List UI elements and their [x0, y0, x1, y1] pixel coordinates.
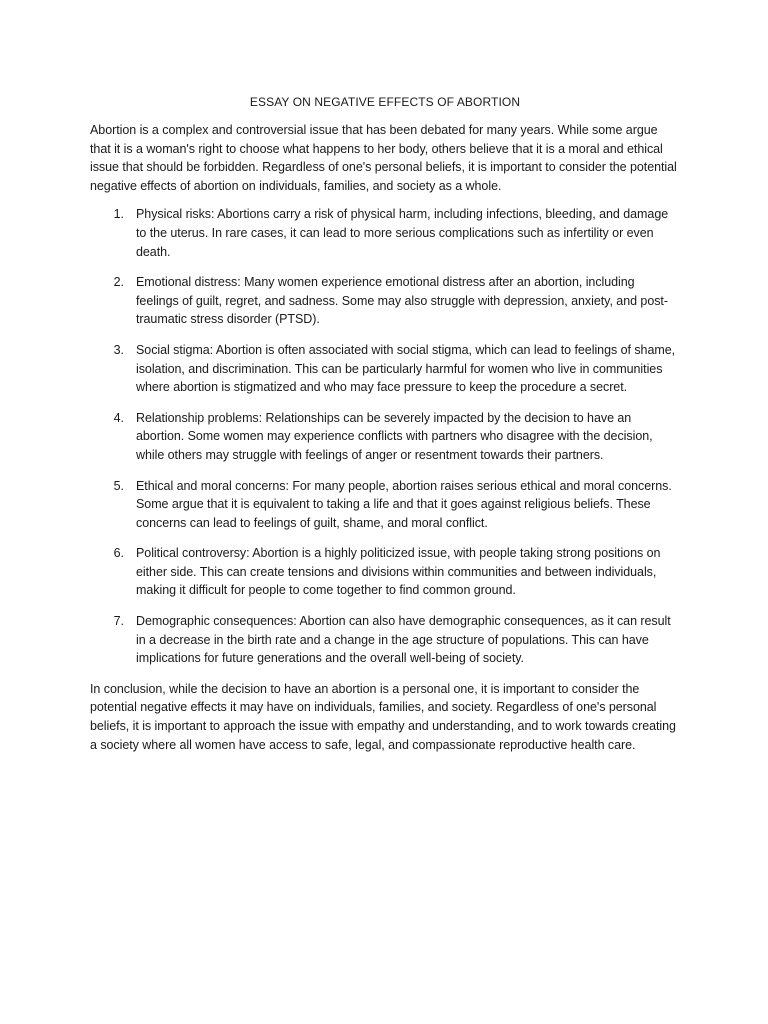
list-item-text: Relationship problems: Relationships can be severely impacted by the decision to have an abortion. Some women may experience conflicts with partners who disagree with the decision, while others may struggle with feelings of anger or resentment towards their partners.	[136, 410, 653, 462]
conclusion-paragraph: In conclusion, while the decision to have an abortion is a personal one, it is important to consider the potential negative effects it may have on individuals, families, and society. Regardless of one's personal beliefs, it is important to approach the issue with empathy and understanding, and to work towards creating a society where all women have access to safe, legal, and compassionate reproductive health care.	[90, 681, 676, 752]
list-item	[90, 341, 680, 397]
list-item-text: Emotional distress: Many women experience emotional distress after an abortion, including feelings of guilt, regret, and sadness. Some may also struggle with depression, anxiety, and post-traumatic stress disorder (PTSD).	[136, 275, 668, 327]
list-item-number: 3.	[113, 342, 124, 357]
list-item-number: 5.	[113, 478, 124, 493]
intro-paragraph: Abortion is a complex and controversial issue that has been debated for many years. While some argue that it is a woman's right to choose what happens to her body, others believe that it is a moral and ethical issue that should be forbidden. Regardless of one's personal beliefs, it is important to consider the potential negative effects of abortion on individuals, families, and society as a whole.	[90, 123, 677, 193]
list-item	[90, 612, 680, 668]
list-item-text: Ethical and moral concerns: For many people, abortion raises serious ethical and moral concerns. Some argue that it is equivalent to taking a life and that it goes against religious beliefs. These concerns can lead to feelings of guilt, shame, and moral conflict.	[136, 478, 672, 530]
effects-list	[90, 205, 680, 667]
document-page	[90, 94, 680, 754]
list-item	[90, 205, 680, 261]
list-item-number: 2.	[113, 275, 124, 290]
list-item-text: Political controversy: Abortion is a highly politicized issue, with people taking strong positions on either side. This can create tensions and divisions within communities and between individuals, making it difficult for people to come together to find common ground.	[136, 546, 661, 598]
list-item-text: Physical risks: Abortions carry a risk of physical harm, including infections, bleeding, and damage to the uterus. In rare cases, it can lead to more serious complications such as infertility or even death.	[136, 207, 669, 259]
list-item	[90, 544, 680, 600]
list-item-text: Demographic consequences: Abortion can also have demographic consequences, as it can result in a decrease in the birth rate and a change in the age structure of populations. This can have implications for future generations and the overall well-being of society.	[136, 614, 671, 666]
list-item	[90, 273, 680, 329]
list-item	[90, 477, 680, 533]
list-item-number: 6.	[113, 546, 124, 561]
list-item-number: 7.	[113, 614, 124, 629]
list-item-text: Social stigma: Abortion is often associated with social stigma, which can lead to feelings of shame, isolation, and discrimination. This can be particularly harmful for women who live in communities where abortion is stigmatized and who may face pressure to keep the procedure a secret.	[136, 342, 676, 395]
document-title: ESSAY ON NEGATIVE EFFECTS OF ABORTION	[249, 95, 521, 109]
list-item	[90, 409, 680, 465]
list-item-number: 1.	[113, 207, 124, 222]
list-item-number: 4.	[113, 410, 124, 425]
